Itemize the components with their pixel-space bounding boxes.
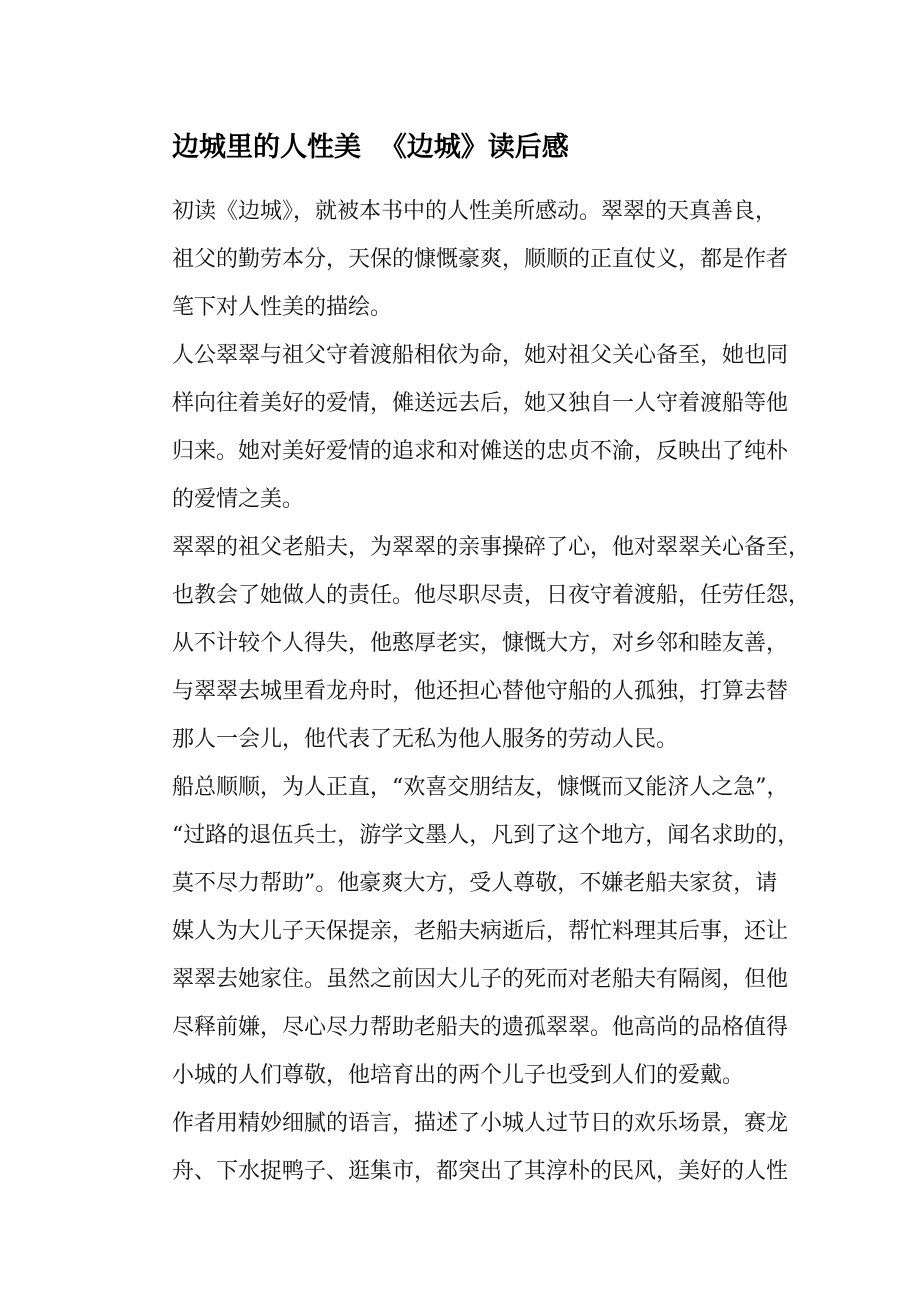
text-line: 小城的人们尊敬，他培育出的两个儿子也受到人们的爱戴。: [172, 1063, 745, 1088]
text-line: 样向往着美好的爱情，傩送远去后，她又独自一人守着渡船等他: [172, 391, 789, 416]
text-line: 也教会了她做人的责任。他尽职尽责，日夜守着渡船，任劳任怨，: [172, 583, 811, 608]
text-line: 归来。她对美好爱情的追求和对傩送的忠贞不渝，反映出了纯朴: [172, 439, 789, 464]
text-line: 与翠翠去城里看龙舟时，他还担心替他守船的人孤独，打算去替: [172, 679, 789, 704]
text-line: 媒人为大儿子天保提亲，老船夫病逝后，帮忙料理其后事，还让: [172, 919, 789, 944]
document-body: [172, 188, 812, 1196]
text-line: 翠翠的祖父老船夫，为翠翠的亲事操碎了心，他对翠翠关心备至，: [172, 535, 811, 560]
document-title: 边城里的人性美 《边城》读后感: [172, 132, 569, 163]
text-line: 从不计较个人得失，他憨厚老实，慷慨大方，对乡邻和睦友善，: [172, 631, 789, 656]
text-line: 船总顺顺，为人正直，“欢喜交朋结友，慷慨而又能济人之急”，: [172, 775, 789, 800]
text-line: 的爱情之美。: [172, 487, 305, 512]
text-line: 祖父的勤劳本分，天保的慷慨豪爽，顺顺的正直仗义，都是作者: [172, 247, 789, 272]
text-line: 人公翠翠与祖父守着渡船相依为命，她对祖父关心备至，她也同: [172, 343, 789, 368]
text-line: 尽释前嫌，尽心尽力帮助老船夫的遗孤翠翠。他高尚的品格值得: [172, 1015, 789, 1040]
text-line: 笔下对人性美的描绘。: [172, 295, 393, 320]
text-line: “过路的退伍兵士，游学文墨人，凡到了这个地方，闻名求助的，: [172, 823, 800, 848]
text-line: 那人一会儿，他代表了无私为他人服务的劳动人民。: [172, 727, 679, 752]
text-line: 翠翠去她家住。虽然之前因大儿子的死而对老船夫有隔阂，但他: [172, 967, 789, 992]
text-line: 莫不尽力帮助”。他豪爽大方，受人尊敬，不嫌老船夫家贫，请: [172, 871, 778, 896]
text-line: 作者用精妙细腻的语言，描述了小城人过节日的欢乐场景，赛龙: [172, 1111, 789, 1136]
text-line: 舟、下水捉鸭子、逛集市，都突出了其淳朴的民风，美好的人性: [172, 1159, 789, 1184]
text-line: 初读《边城》，就被本书中的人性美所感动。翠翠的天真善良，: [172, 199, 778, 224]
